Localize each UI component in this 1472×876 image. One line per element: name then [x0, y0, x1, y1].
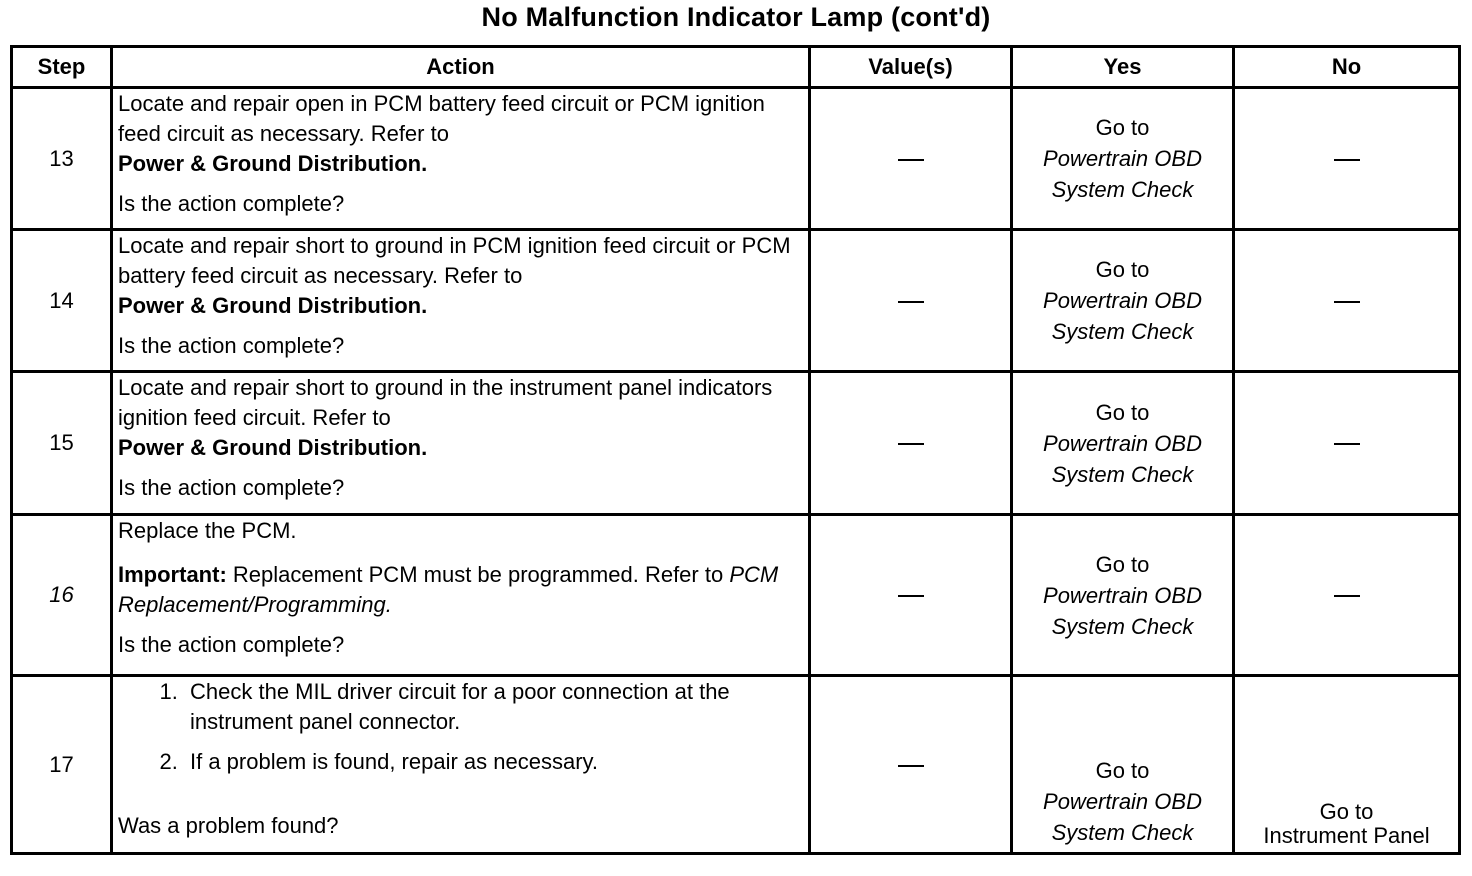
header-step: Step: [12, 47, 112, 88]
action-cell: [112, 88, 810, 230]
table-row: [12, 88, 1460, 230]
no-cell: [1234, 372, 1460, 515]
dash-mark: [898, 159, 924, 161]
step-number: 15: [12, 372, 112, 515]
yes-target-2: System Check: [1051, 613, 1194, 639]
step-number: 14: [12, 230, 112, 372]
yes-cell: [1012, 515, 1234, 676]
yes-cell: [1012, 372, 1234, 515]
step-number: 13: [12, 88, 112, 230]
action-text: Replace the PCM.: [118, 518, 297, 543]
yes-target-2: System Check: [1051, 177, 1194, 202]
yes-cell: [1012, 230, 1234, 372]
yes-goto: Go to: [1095, 115, 1150, 140]
action-cell: [112, 230, 810, 372]
dash-mark: [898, 765, 924, 767]
diagnostic-table: [10, 45, 1461, 855]
no-goto: Go to: [1319, 799, 1374, 824]
action-text: Locate and repair open in PCM battery feed circuit or PCM ignition feed circuit as necessary. Refer to: [118, 91, 765, 146]
values-cell: [810, 515, 1012, 676]
action-question: Is the action complete?: [118, 632, 345, 657]
table-header-row: [12, 47, 1460, 88]
no-cell: [1234, 230, 1460, 372]
yes-goto: Go to: [1095, 758, 1150, 783]
action-cell: [112, 372, 810, 515]
yes-cell: [1012, 88, 1234, 230]
action-step-list: [118, 677, 803, 777]
values-cell: [810, 676, 1012, 854]
header-values: Value(s): [810, 47, 1012, 88]
dash-mark: [1334, 443, 1360, 445]
yes-goto: Go to: [1095, 551, 1150, 577]
dash-mark: [898, 443, 924, 445]
step-number: 17: [12, 676, 112, 854]
yes-cell: [1012, 676, 1234, 854]
no-target: Instrument Panel: [1263, 823, 1430, 848]
dash-mark: [898, 301, 924, 303]
action-reference: Power & Ground Distribution.: [118, 293, 428, 318]
action-question: Is the action complete?: [118, 191, 345, 216]
header-yes: Yes: [1012, 47, 1234, 88]
yes-target-2: System Check: [1051, 461, 1194, 487]
yes-target: Powertrain OBD: [1043, 789, 1202, 814]
dash-mark: [1334, 595, 1360, 597]
no-cell: [1234, 676, 1460, 854]
table-row: [12, 515, 1460, 676]
yes-goto: Go to: [1095, 399, 1150, 425]
action-reference: Power & Ground Distribution.: [118, 435, 428, 460]
dash-mark: [1334, 159, 1360, 161]
action-cell: [112, 676, 810, 854]
no-cell: [1234, 88, 1460, 230]
dash-mark: [1334, 301, 1360, 303]
table-row: [12, 676, 1460, 854]
action-question: Is the action complete?: [118, 475, 345, 500]
yes-target: Powertrain OBD: [1043, 146, 1202, 171]
yes-target: Powertrain OBD: [1043, 430, 1202, 456]
page-title: No Malfunction Indicator Lamp (cont'd): [481, 2, 991, 32]
action-reference: Power & Ground Distribution.: [118, 151, 428, 176]
yes-goto: Go to: [1095, 257, 1150, 282]
values-cell: [810, 230, 1012, 372]
action-question: Was a problem found?: [118, 813, 339, 838]
yes-target: Powertrain OBD: [1043, 582, 1202, 608]
action-text: Locate and repair short to ground in PCM ignition feed circuit or PCM battery feed circuit as necessary. Refer to: [118, 233, 791, 288]
important-label: Important:: [118, 562, 227, 587]
list-item: 1. Check the MIL driver circuit for a poor connection at the instrument panel connector.: [184, 677, 803, 737]
action-text: Locate and repair short to ground in the instrument panel indicators ignition feed circuit. Refer to: [118, 375, 773, 430]
values-cell: [810, 88, 1012, 230]
yes-target-2: System Check: [1051, 319, 1194, 344]
action-question: Is the action complete?: [118, 333, 345, 358]
dash-mark: [898, 595, 924, 597]
table-row: [12, 230, 1460, 372]
important-reference: PCM Replacement/Programming.: [118, 562, 779, 617]
values-cell: [810, 372, 1012, 515]
header-no: No: [1234, 47, 1460, 88]
important-text: Replacement PCM must be programmed. Refer to: [232, 562, 724, 587]
step-number: 16: [12, 515, 112, 676]
list-item: 2. If a problem is found, repair as necessary.: [184, 747, 803, 777]
no-cell: [1234, 515, 1460, 676]
yes-target-2: System Check: [1051, 820, 1194, 845]
header-action: Action: [112, 47, 810, 88]
yes-target: Powertrain OBD: [1043, 288, 1202, 313]
table-row: [12, 372, 1460, 515]
action-cell: [112, 515, 810, 676]
